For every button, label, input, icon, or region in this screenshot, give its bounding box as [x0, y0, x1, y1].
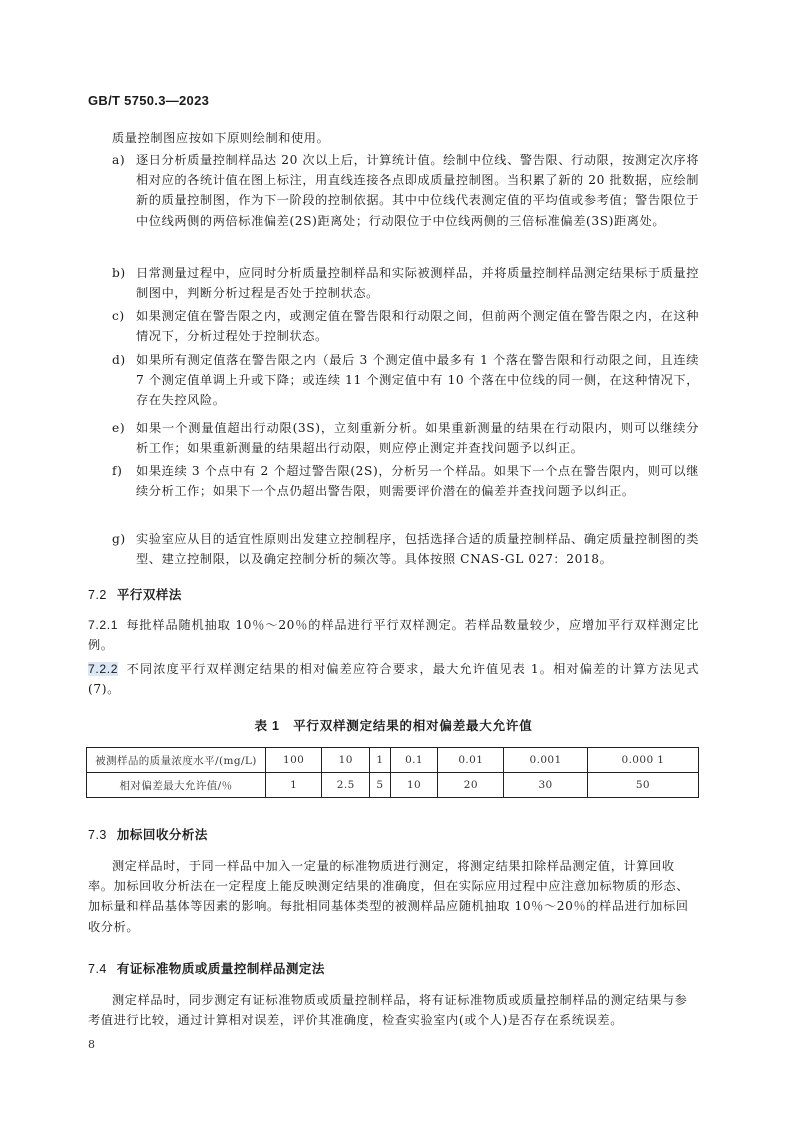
standard-header: GB/T 5750.3—2023 — [88, 93, 210, 108]
list-text: 如果测定值在警告限之内，或测定值在警告限和行动限之间，但前两个测定值在警告限之内，在这种情况下，分析过程处于控制状态。 — [136, 309, 699, 344]
list-text: 如果一个测量值超出行动限(3S)，立刻重新分析。如果重新测量的结果在行动限内，则可以继续分析工作；如果重新测量的结果超出行动限，则应停止测定并查找问题予以纠正。 — [136, 421, 699, 456]
table-cell: 1 — [370, 748, 390, 773]
list-item-c — [112, 306, 699, 346]
table-cell: 0.001 — [504, 748, 588, 773]
clause-text: 不同浓度平行双样测定结果的相对偏差应符合要求，最大允许值见表 1。相对偏差的计算方法见式(7)。 — [88, 662, 699, 697]
section-7-3-heading — [88, 825, 208, 843]
section-number: 7.2 — [88, 588, 107, 602]
list-label: g) — [112, 532, 126, 546]
clause-text: 每批样品随机抽取 10％～20％的样品进行平行双样测定。若样品数量较少，应增加平行双样测定比例。 — [88, 618, 699, 653]
table-cell: 0.000 1 — [587, 748, 698, 773]
intro-paragraph: 质量控制图应按如下原则绘制和使用。 — [112, 131, 330, 145]
clause-number: 7.2.2 — [88, 662, 119, 676]
list-text: 如果所有测定值落在警告限之内（最后 3 个测定值中最多有 1 个落在警告限和行动限之间，且连续 7 个测定值单调上升或下降；或连续 11 个测定值中有 10 个落在中位线的同一侧，在这种情况下，存在失控风险。 — [136, 353, 699, 408]
paragraph-7-2-2 — [88, 659, 699, 699]
section-number: 7.4 — [88, 962, 107, 976]
section-title: 加标回收分析法 — [116, 828, 208, 842]
table-row-header: 被测样品的质量浓度水平/(mg/L) — [87, 748, 266, 773]
list-item-d — [112, 350, 699, 411]
list-text: 逐日分析质量控制样品达 20 次以上后，计算统计值。绘制中位线、警告限、行动限，按测定次序将相对应的各统计值在图上标注，用直线连接各点即成质量控制图。当积累了新的 20 批数据，应绘制新的质量控制图，作为下一阶段的控制依据。其中中位线代表测定值的平均值或参考值；警告限位于中位线两侧的两倍标准偏差(2S)距离处；行动限位于中位线两侧的三倍标准偏差(3S)距离处。 — [136, 153, 699, 228]
table-cell: 100 — [266, 748, 322, 773]
table-cell: 10 — [322, 748, 370, 773]
table-cell: 10 — [390, 773, 438, 798]
table-row-header: 相对偏差最大允许值/％ — [87, 773, 266, 798]
clause-number: 7.2.1 — [88, 618, 119, 632]
list-label: e) — [112, 421, 126, 435]
section-title: 有证标准物质或质量控制样品测定法 — [116, 962, 325, 976]
table-row — [87, 748, 699, 773]
list-label: d) — [112, 353, 126, 367]
list-item-e — [112, 418, 699, 458]
paragraph-7-4: 测定样品时，同步测定有证标准物质或质量控制样品，将有证标准物质或质量控制样品的测定结果与参考值进行比较，通过计算相对误差，评价其准确度，检查实验室内(或个人)是否存在系统误差。 — [88, 993, 688, 1028]
section-number: 7.3 — [88, 828, 107, 842]
list-label: f) — [112, 464, 123, 478]
page-number: 8 — [88, 1038, 95, 1051]
list-text: 实验室应从目的适宜性原则出发建立控制程序，包括选择合适的质量控制样品、确定质量控制图的类型、建立控制限，以及确定控制分析的频次等。具体按照 CNAS-GL 027：2018。 — [136, 532, 699, 567]
list-item-f — [112, 461, 699, 501]
table-cell: 50 — [587, 773, 698, 798]
relative-deviation-table — [86, 747, 699, 798]
table-cell: 0.1 — [390, 748, 438, 773]
list-label: c) — [112, 309, 125, 323]
table-cell: 5 — [370, 773, 390, 798]
table-cell: 30 — [504, 773, 588, 798]
paragraph-7-2-1 — [88, 615, 699, 655]
section-title: 平行双样法 — [116, 588, 182, 602]
list-text: 如果连续 3 个点中有 2 个超过警告限(2S)，分析另一个样品。如果下一个点在警告限内，则可以继续分析工作；如果下一个点仍超出警告限，则需要评价潜在的偏差并查找问题予以纠正。 — [136, 464, 699, 499]
table-row — [87, 773, 699, 798]
list-item-a — [112, 150, 699, 231]
list-text: 日常测量过程中，应同时分析质量控制样品和实际被测样品，并将质量控制样品测定结果标于质量控制图中，判断分析过程是否处于控制状态。 — [136, 266, 699, 301]
paragraph-7-3: 测定样品时，于同一样品中加入一定量的标准物质进行测定，将测定结果扣除样品测定值，计算回收率。加标回收分析法在一定程度上能反映测定结果的准确度，但在实际应用过程中应注意加标物质的形态、加标量和样品基体等因素的影响。每批相同基体类型的被测样品应随机抽取 10％～20％的样品进行加标回收分析。 — [88, 859, 690, 934]
list-item-g — [112, 529, 699, 569]
table-cell: 20 — [438, 773, 504, 798]
list-label: b) — [112, 266, 126, 280]
section-7-4-heading — [88, 959, 325, 977]
section-7-2-heading — [88, 585, 182, 603]
table-caption: 表 1 平行双样测定结果的相对偏差最大允许值 — [254, 719, 533, 733]
list-item-b — [112, 263, 699, 303]
table-cell: 2.5 — [322, 773, 370, 798]
table-cell: 0.01 — [438, 748, 504, 773]
list-label: a) — [112, 153, 126, 167]
table-cell: 1 — [266, 773, 322, 798]
